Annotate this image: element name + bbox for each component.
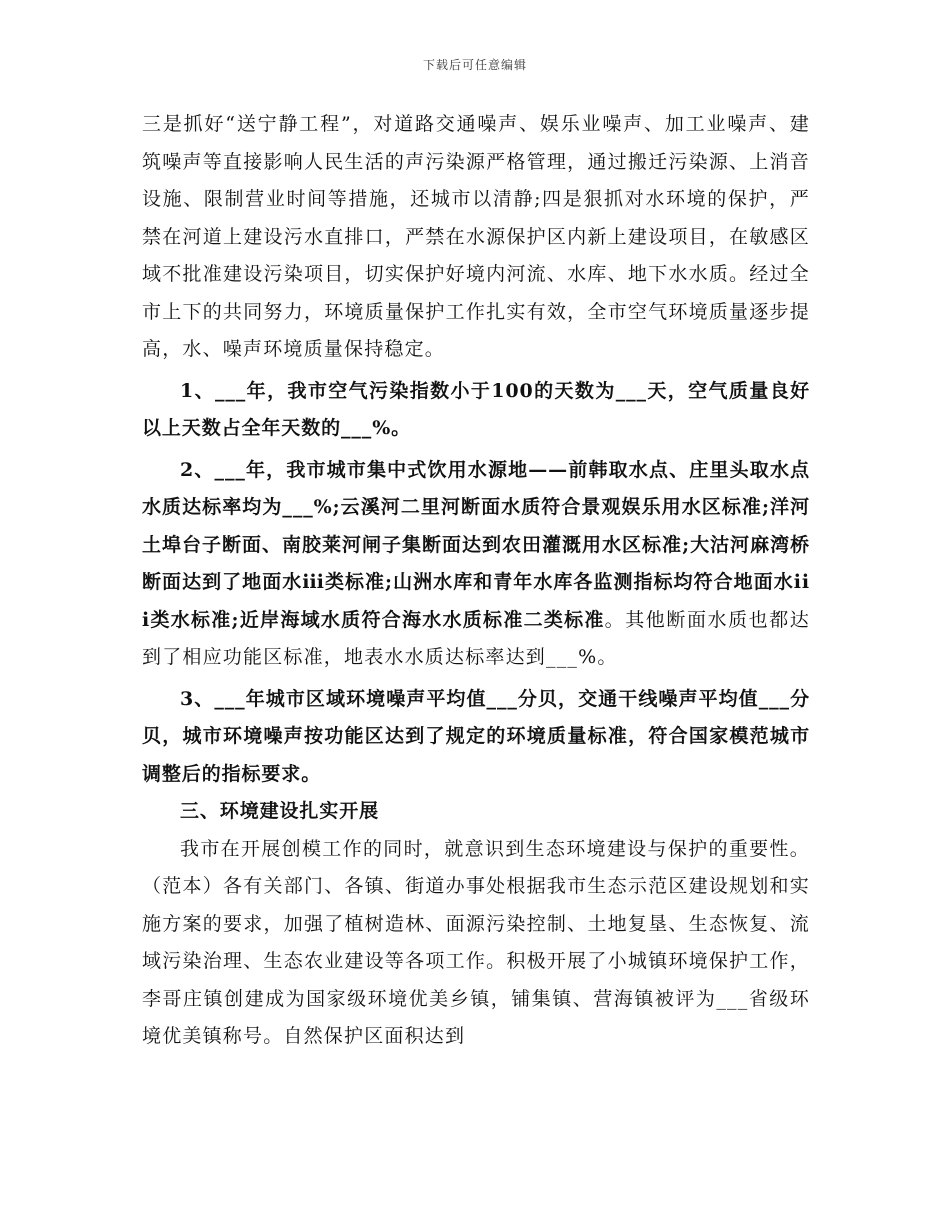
paragraph-text-bold: 3、___年城市区域环境噪声平均值___分贝，交通干线噪声平均值___分贝，城市环境噪声按功能区达到了规定的环境质量标准，符合国家模范城市调整后的指标要求。 <box>142 687 810 785</box>
page-header: 下载后可任意编辑 <box>422 58 527 72</box>
section-heading-text: 三、环境建设扎实开展 <box>180 800 380 822</box>
paragraph-noise-level <box>142 681 810 794</box>
section-heading-environment-construction <box>142 793 810 831</box>
paragraph-air-quality <box>142 373 810 448</box>
paragraph-water-quality <box>142 452 810 677</box>
paragraph-text: 我市在开展创模工作的同时，就意识到生态环境建设与保护的重要性。（范本）各有关部门、各镇、街道办事处根据我市生态示范区建设规划和实施方案的要求，加强了植树造林、面源污染控制、土地复垦、生态恢复、流域污染治理、生态农业建设等各项工作。积极开展了小城镇环境保护工作，李哥庄镇创建成为国家级环境优美乡镇，铺集镇、营海镇被评为___省级环境优美镇称号。自然保护区面积达到 <box>142 837 810 1047</box>
paragraph-noise-water-control <box>142 106 810 369</box>
paragraph-ecological-construction <box>142 831 810 1056</box>
document-body <box>142 106 810 1056</box>
paragraph-text-bold: 2、___年，我市城市集中式饮用水源地——前韩取水点、庄里头取水点水质达标率均为___%;云溪河二里河断面水质符合景观娱乐用水区标准;洋河土埠台子断面、南胶莱河闸子集断面达到农田灌溉用水区标准;大沽河麻湾桥断面达到了地面水ⅲ类标准;山洲水库和青年水库各监测指标均符合地面水iii类水标准;近岸海域水质符合海水水质标准二类标准 <box>142 458 810 631</box>
paragraph-text-bold: 1、___年，我市空气污染指数小于100的天数为___天，空气质量良好以上天数占全年天数的___%。 <box>142 379 810 439</box>
paragraph-text: 。其他断面水质也都达到了相应功能区标准，地表水水质达标率达到___%。 <box>142 608 810 668</box>
paragraph-text: 三是抓好“送宁静工程”，对道路交通噪声、娱乐业噪声、加工业噪声、建筑噪声等直接影响人民生活的声污染源严格管理，通过搬迁污染源、上消音设施、限制营业时间等措施，还城市以清静;四是狠抓对水环境的保护，严禁在河道上建设污水直排口，严禁在水源保护区内新上建设项目，在敏感区域不批准建设污染项目，切实保护好境内河流、水库、地下水水质。经过全市上下的共同努力，环境质量保护工作扎实有效，全市空气环境质量逐步提高，水、噪声环境质量保持稳定。 <box>142 113 810 360</box>
